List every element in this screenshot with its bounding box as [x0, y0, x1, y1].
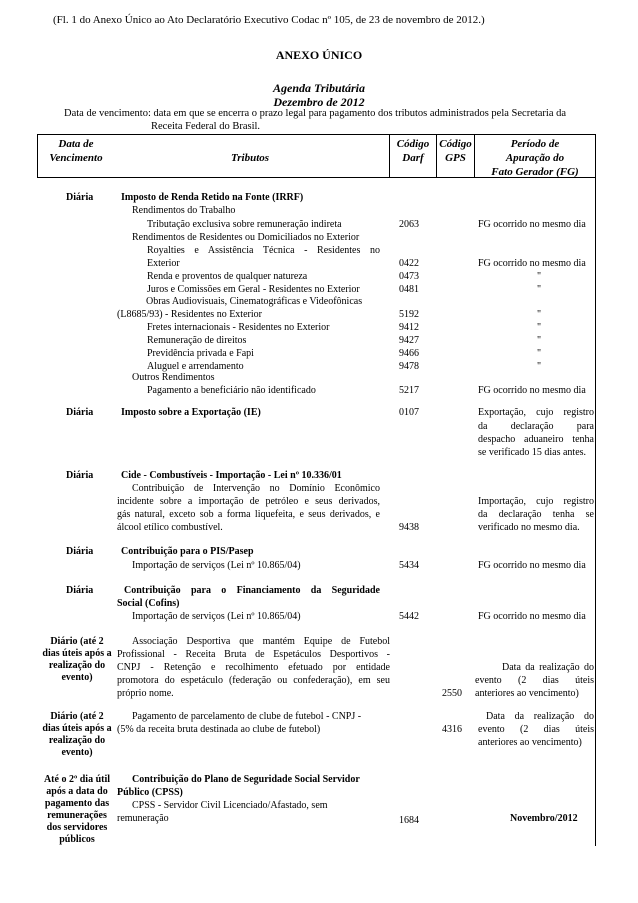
row-cofins-title: Contribuição para o Financiamento da Seguridade — [124, 585, 380, 596]
ditto-mark: " — [537, 271, 542, 282]
darf-code: 1684 — [399, 815, 419, 826]
darf-code: 5434 — [399, 560, 419, 571]
darf-code: 0422 — [399, 258, 419, 269]
row-cide-line: gás natural, exceto sob a forma liquefeita, e seus derivados, e — [117, 509, 380, 520]
periodo-text: da declaração tenha se — [478, 509, 594, 520]
darf-code: 9466 — [399, 348, 419, 359]
ditto-mark: " — [537, 284, 542, 295]
row-pis-line: Importação de serviços (Lei nº 10.865/04) — [132, 560, 301, 571]
periodo-text: evento (2 dias úteis — [475, 675, 594, 686]
table-left-border — [37, 134, 38, 178]
darf-code: 0107 — [399, 407, 419, 418]
description-line-2: Receita Federal do Brasil. — [151, 121, 261, 132]
header-note: (Fl. 1 do Anexo Único ao Ato Declaratório Executivo Codac nº 105, de 23 de novembro de 2012.) — [53, 14, 485, 26]
row-clube-line: (5% da receita bruta destinada ao clube de futebol) — [117, 724, 321, 735]
darf-code: 5442 — [399, 611, 419, 622]
darf-code: 0473 — [399, 271, 419, 282]
row-irrf-line: Renda e proventos de qualquer natureza — [147, 271, 308, 282]
periodo-text: da declaração para — [478, 421, 594, 432]
row-cofins-line: Importação de serviços (Lei nº 10.865/04) — [132, 611, 301, 622]
periodo-text: despacho aduaneiro tenha — [478, 434, 594, 445]
column-header-tributos: Tributos — [230, 152, 270, 164]
darf-code: 5192 — [399, 309, 419, 320]
agenda-month: Dezembro de 2012 — [273, 95, 365, 109]
row-assoc-line: promotora do espetáculo (federação ou confederação), em seu — [117, 675, 390, 686]
ditto-mark: " — [537, 361, 542, 372]
gps-code: 2550 — [442, 688, 462, 699]
row-clube-line: Pagamento de parcelamento de clube de futebol - CNPJ - — [132, 711, 362, 722]
ditto-mark: " — [537, 322, 542, 333]
row-irrf-line: Exterior — [147, 258, 180, 269]
periodo-text: Data da realização do — [486, 711, 594, 722]
periodo-text: Novembro/2012 — [510, 813, 578, 824]
periodo-text: Importação, cujo registro — [478, 496, 594, 507]
row-irrf-line: Fretes internacionais - Residentes no Exterior — [147, 322, 330, 333]
darf-code: 5217 — [399, 385, 419, 396]
row-irrf-vencimento: Diária — [66, 192, 94, 203]
periodo-text: Data da realização do — [502, 662, 594, 673]
periodo-text: FG ocorrido no mesmo dia — [478, 560, 586, 571]
row-cide-title: Cide - Combustíveis - Importação - Lei nº 10.336/01 — [121, 470, 342, 481]
periodo-text: FG ocorrido no mesmo dia — [478, 219, 586, 230]
row-assoc-line: próprio nome. — [117, 688, 174, 699]
periodo-text: anteriores ao vencimento) — [475, 688, 579, 699]
darf-code: 9438 — [399, 522, 419, 533]
periodo-text: verificado no mesmo dia. — [478, 522, 580, 533]
periodo-text: se verificado 15 dias antes. — [478, 447, 587, 458]
description-line-1: Data de vencimento: data em que se encerra o prazo legal para pagamento dos tributos administrados pela Secretaria da — [64, 108, 567, 119]
periodo-text: Exportação, cujo registro — [478, 407, 594, 418]
row-assoc-line: Profissional - Receita Bruta de Espetáculos Desportivos - — [117, 649, 390, 660]
row-pis-title: Contribuição para o PIS/Pasep — [121, 546, 254, 557]
row-cide-vencimento: Diária — [66, 470, 94, 481]
row-irrf-line: Royalties e Assistência Técnica - Residentes no — [147, 245, 380, 256]
agenda-title: Agenda Tributária — [273, 81, 365, 95]
row-cpss-line: remuneração — [117, 813, 169, 824]
row-assoc-line: CNPJ - Retenção e recolhimento efetuado por entidade — [117, 662, 390, 673]
row-irrf-line: Juros e Comissões em Geral - Residentes no Exterior — [147, 284, 360, 295]
row-irrf-line: Rendimentos do Trabalho — [132, 205, 236, 216]
row-ie-vencimento: Diária — [66, 407, 94, 418]
row-clube-vencimento: Diário (até 2 dias úteis após a realização do evento) — [42, 711, 112, 758]
row-irrf-line: Previdência privada e Fapi — [147, 348, 254, 359]
darf-code: 9412 — [399, 322, 419, 333]
periodo-text: evento (2 dias úteis — [478, 724, 594, 735]
column-header-gps: Código GPS — [439, 138, 472, 164]
row-cide-line: Contribuição de Intervenção no Domínio Econômico — [132, 483, 380, 494]
row-irrf-line: (L8685/93) - Residentes no Exterior — [117, 309, 262, 320]
row-cofins-title: Social (Cofins) — [117, 598, 180, 609]
row-irrf-line: Tributação exclusiva sobre remuneração indireta — [147, 219, 342, 230]
row-pis-vencimento: Diária — [66, 546, 94, 557]
row-irrf-line: Remuneração de direitos — [147, 335, 247, 346]
page-title: ANEXO ÚNICO — [275, 48, 363, 62]
row-irrf-line: Outros Rendimentos — [132, 372, 215, 383]
table-right-border — [595, 134, 596, 846]
row-irrf-title: Imposto de Renda Retido na Fonte (IRRF) — [121, 192, 304, 203]
darf-code: 0481 — [399, 284, 419, 295]
darf-code: 9478 — [399, 361, 419, 372]
ditto-mark: " — [537, 335, 542, 346]
row-irrf-line: Rendimentos de Residentes ou Domiciliados no Exterior — [132, 232, 360, 243]
periodo-text: anteriores ao vencimento) — [478, 737, 582, 748]
column-header-vencimento: Data de Vencimento — [49, 138, 103, 164]
ditto-mark: " — [537, 309, 542, 320]
row-cpss-vencimento: Até o 2º dia útil após a data do pagamento das remunerações dos servidores públicos — [43, 774, 111, 845]
row-cpss-title: Público (CPSS) — [117, 787, 183, 798]
row-cide-line: incidente sobre a importação de petróleo e seus derivados, — [117, 496, 380, 507]
periodo-text: FG ocorrido no mesmo dia — [478, 385, 586, 396]
column-header-darf: Código Darf — [396, 138, 430, 164]
gps-code: 4316 — [442, 724, 462, 735]
row-irrf-line: Aluguel e arrendamento — [147, 361, 244, 372]
row-irrf-line: Obras Audiovisuais, Cinematográficas e Videofônicas — [146, 296, 363, 307]
periodo-text: FG ocorrido no mesmo dia — [478, 611, 586, 622]
darf-code: 2063 — [399, 219, 419, 230]
row-irrf-line: Pagamento a beneficiário não identificado — [147, 385, 316, 396]
row-assoc-vencimento: Diário (até 2 dias úteis após a realização do evento) — [42, 636, 112, 683]
ditto-mark: " — [537, 348, 542, 359]
table-top-border — [37, 134, 596, 135]
row-cpss-line: CPSS - Servidor Civil Licenciado/Afastado, sem — [132, 800, 328, 811]
periodo-text: FG ocorrido no mesmo dia — [478, 258, 586, 269]
row-cpss-title: Contribuição do Plano de Seguridade Social Servidor — [132, 774, 360, 785]
row-ie-title: Imposto sobre a Exportação (IE) — [121, 407, 261, 418]
row-assoc-line: Associação Desportiva que mantém Equipe de Futebol — [132, 636, 390, 647]
row-cide-line: álcool etílico combustível. — [117, 522, 223, 533]
row-cofins-vencimento: Diária — [66, 585, 94, 596]
column-header-periodo: Período de Apuração do Fato Gerador (FG) — [491, 138, 579, 178]
darf-code: 9427 — [399, 335, 419, 346]
